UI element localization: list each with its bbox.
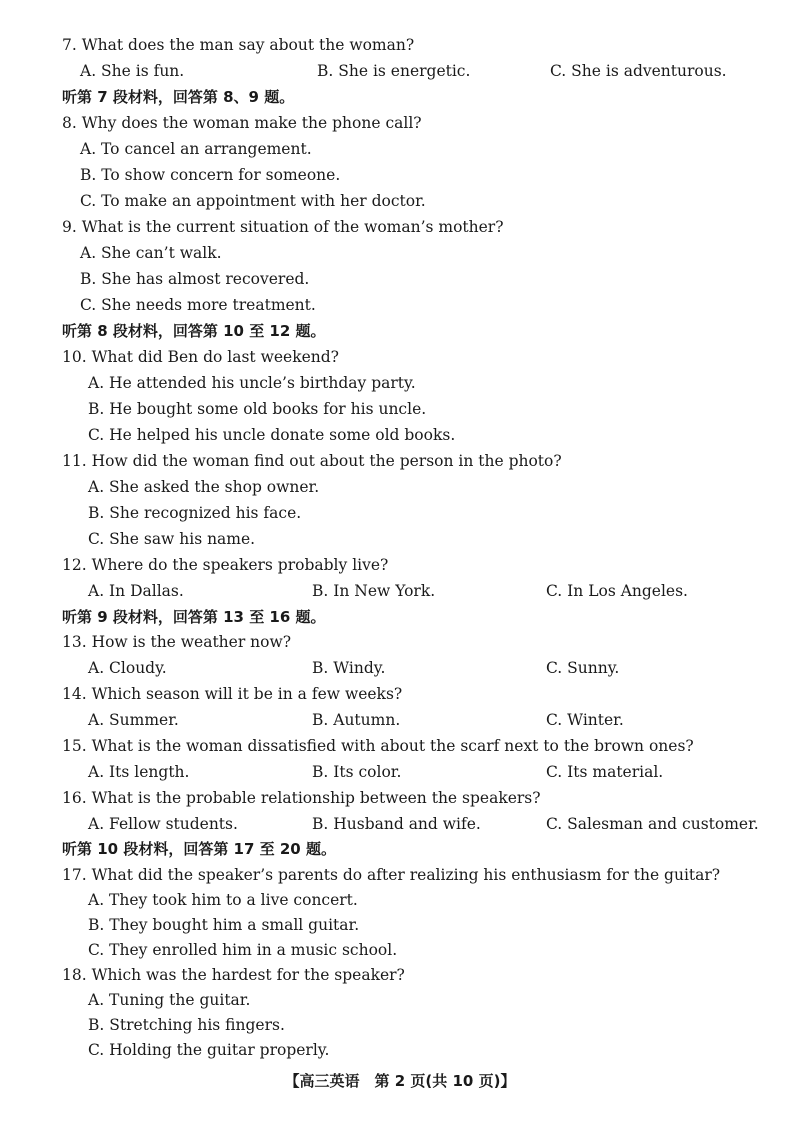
question-stem: 11. How did the woman find out about the person in the photo? bbox=[62, 452, 562, 470]
option-row bbox=[0, 887, 800, 913]
option-row bbox=[0, 1012, 800, 1038]
section-text: 听第 10 段材料，回答第 17 至 20 题。 bbox=[62, 840, 336, 858]
options-row-15 bbox=[0, 759, 800, 785]
options-row-13 bbox=[0, 655, 800, 681]
option-a: A. They took him to a live concert. bbox=[88, 891, 358, 909]
option-b: B. To show concern for someone. bbox=[80, 166, 341, 184]
question-stem: 7. What does the man say about the woman? bbox=[62, 36, 415, 54]
question-15 bbox=[0, 733, 800, 759]
option-a: A. Cloudy. bbox=[88, 659, 167, 677]
option-b: B. Husband and wife. bbox=[312, 815, 481, 833]
option-a: A. Fellow students. bbox=[88, 815, 238, 833]
options-row-7 bbox=[0, 58, 800, 84]
option-row bbox=[0, 136, 800, 162]
option-c: C. She is adventurous. bbox=[550, 62, 727, 80]
option-c: C. Holding the guitar properly. bbox=[88, 1041, 330, 1059]
question-8 bbox=[0, 110, 800, 136]
section-instruction-7 bbox=[0, 84, 800, 110]
option-c: C. Sunny. bbox=[546, 659, 620, 677]
option-a: A. She asked the shop owner. bbox=[88, 478, 320, 496]
option-a: A. She is fun. bbox=[80, 62, 185, 80]
option-row bbox=[0, 370, 800, 396]
section-text: 听第 8 段材料，回答第 10 至 12 题。 bbox=[62, 322, 326, 340]
section-text: 听第 9 段材料，回答第 13 至 16 题。 bbox=[62, 608, 326, 626]
option-a: A. To cancel an arrangement. bbox=[80, 140, 312, 158]
page-footer: 【高三英语 第 2 页(共 10 页)】 bbox=[284, 1072, 516, 1090]
question-11 bbox=[0, 448, 800, 474]
option-row bbox=[0, 500, 800, 526]
question-7 bbox=[0, 32, 800, 58]
option-c: C. Winter. bbox=[546, 711, 624, 729]
section-instruction-10 bbox=[0, 836, 800, 862]
question-stem: 13. How is the weather now? bbox=[62, 633, 292, 651]
option-b: B. Stretching his fingers. bbox=[88, 1016, 285, 1034]
option-row bbox=[0, 396, 800, 422]
option-c: C. He helped his uncle donate some old books. bbox=[88, 426, 456, 444]
option-c: C. She saw his name. bbox=[88, 530, 256, 548]
option-row bbox=[0, 240, 800, 266]
options-row-14 bbox=[0, 707, 800, 733]
question-12 bbox=[0, 552, 800, 578]
option-row bbox=[0, 937, 800, 963]
question-18 bbox=[0, 962, 800, 988]
option-b: B. They bought him a small guitar. bbox=[88, 916, 360, 934]
option-row bbox=[0, 162, 800, 188]
section-text: 听第 7 段材料，回答第 8、9 题。 bbox=[62, 88, 295, 106]
question-14 bbox=[0, 681, 800, 707]
question-10 bbox=[0, 344, 800, 370]
option-row bbox=[0, 266, 800, 292]
question-stem: 12. Where do the speakers probably live? bbox=[62, 556, 389, 574]
option-row bbox=[0, 422, 800, 448]
option-b: B. Autumn. bbox=[312, 711, 401, 729]
question-17 bbox=[0, 862, 800, 888]
option-a: A. Summer. bbox=[88, 711, 179, 729]
option-row bbox=[0, 188, 800, 214]
option-row bbox=[0, 526, 800, 552]
option-row bbox=[0, 987, 800, 1013]
option-a: A. In Dallas. bbox=[88, 582, 184, 600]
question-stem: 14. Which season will it be in a few weeks? bbox=[62, 685, 403, 703]
option-c: C. To make an appointment with her doctor. bbox=[80, 192, 426, 210]
question-stem: 16. What is the probable relationship between the speakers? bbox=[62, 789, 541, 807]
option-row bbox=[0, 474, 800, 500]
option-c: C. Salesman and customer. bbox=[546, 815, 759, 833]
question-stem: 18. Which was the hardest for the speaker? bbox=[62, 966, 405, 984]
question-9 bbox=[0, 214, 800, 240]
option-c: C. She needs more treatment. bbox=[80, 296, 316, 314]
question-stem: 8. Why does the woman make the phone call? bbox=[62, 114, 422, 132]
option-c: C. Its material. bbox=[546, 763, 664, 781]
question-16 bbox=[0, 785, 800, 811]
question-stem: 17. What did the speaker’s parents do after realizing his enthusiasm for the guitar? bbox=[62, 866, 721, 884]
options-row-12 bbox=[0, 578, 800, 604]
option-row bbox=[0, 1037, 800, 1063]
option-c: C. In Los Angeles. bbox=[546, 582, 688, 600]
option-row bbox=[0, 292, 800, 318]
question-stem: 9. What is the current situation of the woman’s mother? bbox=[62, 218, 504, 236]
option-b: B. Its color. bbox=[312, 763, 402, 781]
question-stem: 15. What is the woman dissatisfied with about the scarf next to the brown ones? bbox=[62, 737, 694, 755]
option-b: B. Windy. bbox=[312, 659, 386, 677]
section-instruction-9 bbox=[0, 604, 800, 630]
option-a: A. Its length. bbox=[88, 763, 190, 781]
option-row bbox=[0, 912, 800, 938]
section-instruction-8 bbox=[0, 318, 800, 344]
option-b: B. In New York. bbox=[312, 582, 436, 600]
option-a: A. Tuning the guitar. bbox=[88, 991, 251, 1009]
option-b: B. He bought some old books for his uncle. bbox=[88, 400, 427, 418]
option-a: A. She can’t walk. bbox=[80, 244, 222, 262]
question-13 bbox=[0, 629, 800, 655]
options-row-16 bbox=[0, 811, 800, 837]
question-stem: 10. What did Ben do last weekend? bbox=[62, 348, 339, 366]
option-a: A. He attended his uncle’s birthday party. bbox=[88, 374, 416, 392]
option-b: B. She has almost recovered. bbox=[80, 270, 310, 288]
option-b: B. She is energetic. bbox=[317, 62, 471, 80]
option-c: C. They enrolled him in a music school. bbox=[88, 941, 398, 959]
option-b: B. She recognized his face. bbox=[88, 504, 302, 522]
